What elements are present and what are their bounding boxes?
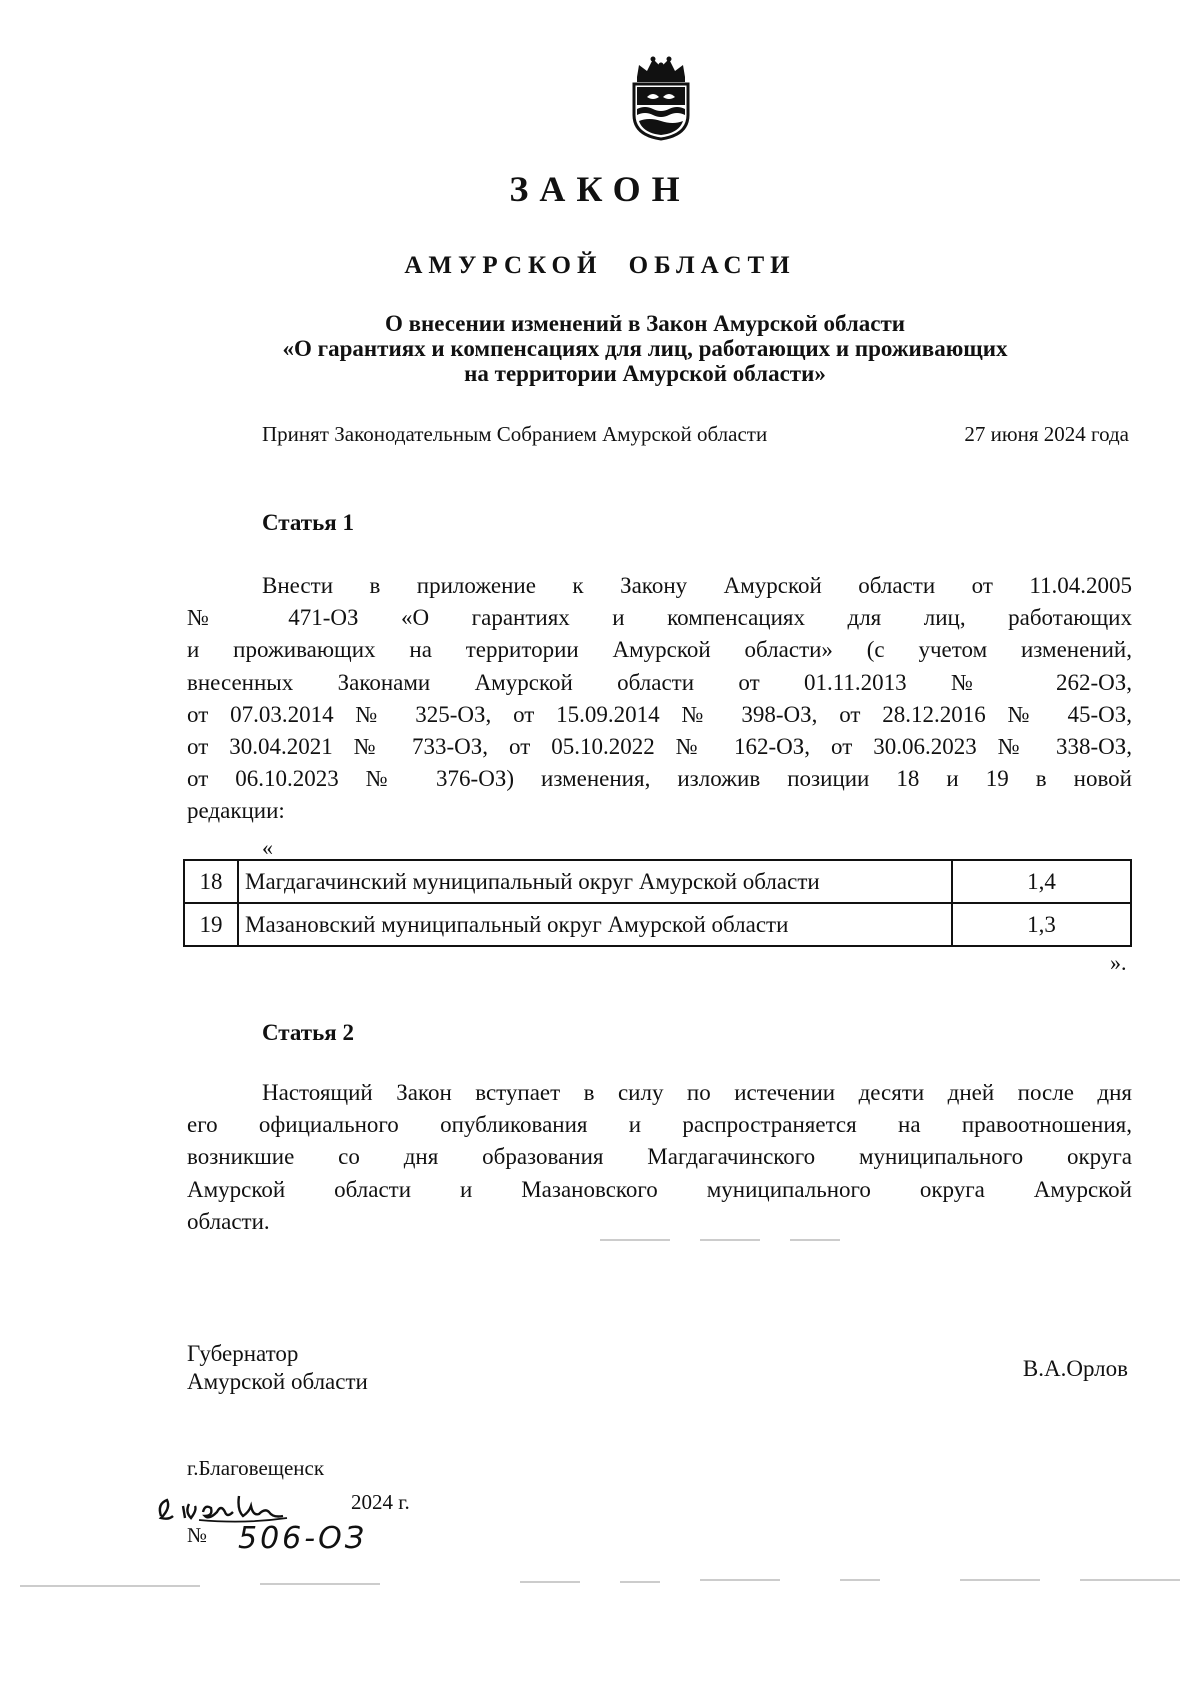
signatory-title bbox=[187, 1340, 368, 1396]
signatory-title-line: Губернатор bbox=[187, 1341, 299, 1366]
amur-oblast-coat-of-arms-icon bbox=[629, 55, 693, 141]
adopted-by-text: Принят Законодательным Собранием Амурской области bbox=[262, 422, 768, 446]
table-row bbox=[184, 903, 1131, 946]
handwritten-number bbox=[238, 1517, 398, 1563]
text-line: внесенных Законами Амурской области от 01.11.2013 № 262-ОЗ, bbox=[187, 669, 1132, 695]
municipality-name: Мазановский муниципальный округ Амурской области bbox=[238, 903, 952, 946]
place-of-signing: г.Благовещенск bbox=[187, 1456, 325, 1480]
law-name-line: на территории Амурской области» bbox=[464, 361, 826, 386]
adopted-date: 27 июня 2024 года bbox=[964, 422, 1129, 446]
article-2-heading: Статья 2 bbox=[262, 1020, 354, 1045]
position-number: 18 bbox=[184, 860, 238, 903]
document-type-title: ЗАКОН bbox=[509, 169, 691, 209]
text-line: Внести в приложение к Закону Амурской области от 11.04.2005 bbox=[262, 573, 1132, 598]
text-line: Амурской области и Мазановского муниципального округа Амурской bbox=[187, 1176, 1132, 1202]
text-line: области. bbox=[187, 1208, 270, 1234]
signatory-title-line: Амурской области bbox=[187, 1369, 368, 1394]
text-line: и проживающих на территории Амурской области» (с учетом изменений, bbox=[187, 637, 1132, 663]
quote-close: ». bbox=[1110, 950, 1127, 975]
positions-table bbox=[183, 859, 1132, 947]
text-line: от 07.03.2014 № 325-ОЗ, от 15.09.2014 № 398-ОЗ, от 28.12.2016 № 45-ОЗ, bbox=[187, 701, 1132, 727]
text-line: № 471-ОЗ «О гарантиях и компенсациях для лиц, работающих bbox=[187, 605, 1132, 631]
text-line: его официального опубликования и распространяется на правоотношения, bbox=[187, 1112, 1132, 1138]
article-2-text bbox=[187, 1077, 1132, 1238]
coefficient: 1,3 bbox=[952, 903, 1131, 946]
law-name-line: «О гарантиях и компенсациях для лиц, работающих и проживающих bbox=[282, 336, 1008, 361]
text-line: возникшие со дня образования Магдагачинского муниципального округа bbox=[187, 1144, 1132, 1170]
law-name bbox=[180, 311, 1110, 386]
signatory-name: В.А.Орлов bbox=[1022, 1356, 1128, 1381]
article-1-text bbox=[187, 570, 1132, 828]
law-name-line: О внесении изменений в Закон Амурской области bbox=[384, 311, 906, 336]
text-line: от 06.10.2023 № 376-ОЗ) изменения, изложив позиции 18 и 19 в новой bbox=[187, 766, 1132, 792]
text-line: от 30.04.2021 № 733-ОЗ, от 05.10.2022 № 162-ОЗ, от 30.06.2023 № 338-ОЗ, bbox=[187, 734, 1132, 760]
handwritten-number-text: 506-ОЗ bbox=[238, 1521, 367, 1556]
table-row bbox=[184, 860, 1131, 903]
municipality-name: Магдагачинский муниципальный округ Амурской области bbox=[238, 860, 952, 903]
quote-open: « bbox=[262, 835, 273, 860]
article-1-heading: Статья 1 bbox=[262, 510, 354, 535]
text-line: редакции: bbox=[187, 798, 285, 824]
year-text: 2024 г. bbox=[351, 1490, 410, 1514]
position-number: 19 bbox=[184, 903, 238, 946]
coefficient: 1,4 bbox=[952, 860, 1131, 903]
text-line: Настоящий Закон вступает в силу по истечении десяти дней после дня bbox=[262, 1080, 1132, 1105]
region-subtitle: АМУРСКОЙ ОБЛАСТИ bbox=[404, 252, 796, 279]
number-sign: № bbox=[187, 1523, 208, 1547]
